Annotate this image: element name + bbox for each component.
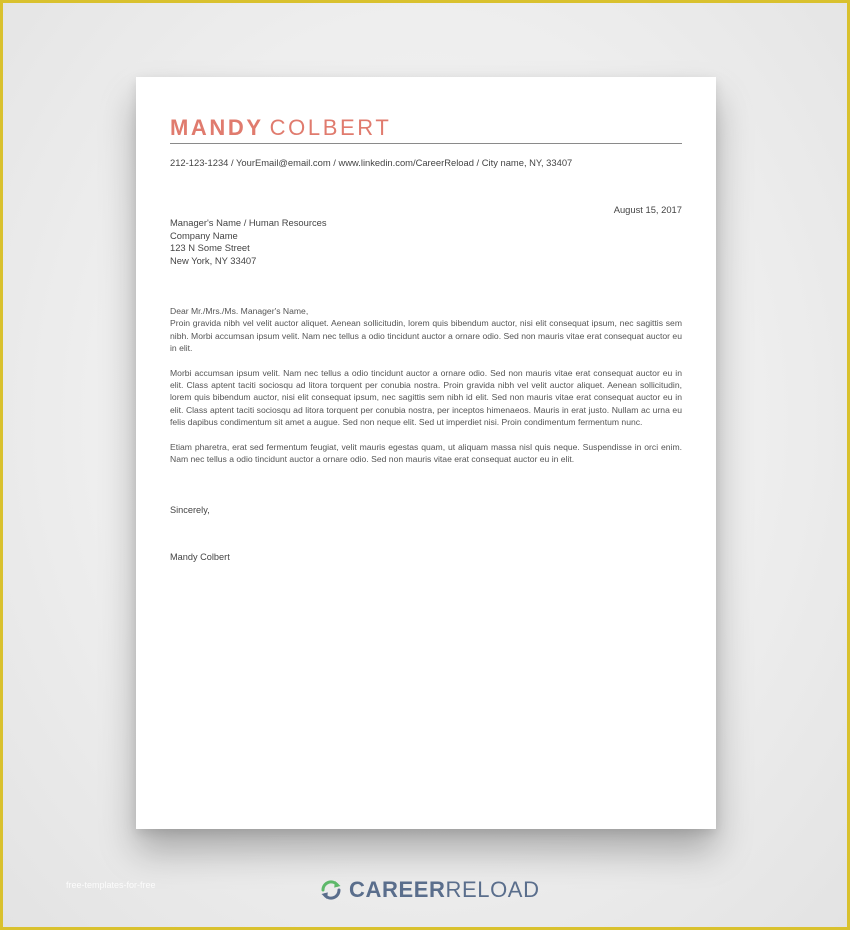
logo-reload: RELOAD bbox=[445, 877, 540, 902]
salutation: Dear Mr./Mrs./Ms. Manager's Name, bbox=[170, 306, 309, 316]
applicant-name bbox=[170, 115, 391, 141]
contact-line: 212-123-1234 / YourEmail@email.com / www.linkedin.com/CareerReload / City name, NY, 33407 bbox=[170, 157, 573, 168]
recipient-line: Company Name bbox=[170, 229, 238, 241]
logo-career: CAREER bbox=[349, 877, 446, 902]
recipient-address bbox=[170, 217, 327, 267]
header-divider bbox=[170, 143, 682, 144]
closing: Sincerely, bbox=[170, 505, 210, 515]
body-paragraph: Morbi accumsan ipsum velit. Nam nec tellus a odio tincidunt auctor a ornare odio. Sed non mauris vitae erat consequat auctor eu in elit. Class aptent taciti sociosqu ad litora torquent per conubia nostra. Proin gravida nibh vel velit auctor aliquet. Aenean sollicitudin, lorem quis bibendum auctor, nisi elit consequat ipsum, nec sagittis sem nibh id elit. Sed non mauris vitae erat consequat auctor eu in elit. Class aptent taciti sociosqu ad litora torquent per conubia nostra, per inceptos himenaeos. Mauris in erat justo. Nullam ac urna eu felis dapibus condimentum sit amet a augue. Sed non neque elit. Sed ut imperdiet nisi. Proin condimentum fermentum nunc. bbox=[170, 367, 682, 428]
recipient-line: Manager's Name / Human Resources bbox=[170, 217, 327, 228]
letter-body bbox=[170, 305, 682, 477]
page-background bbox=[3, 3, 847, 927]
body-paragraph: Etiam pharetra, erat sed fermentum feugiat, velit mauris egestas quam, ut aliquam massa nisl quis neque. Suspendisse in orci enim. Nam nec tellus a odio tincidunt auctor a ornare odio. Sed non mauris vitae erat consequat auctor eu in elit. bbox=[170, 441, 682, 465]
recipient-line: New York, NY 33407 bbox=[170, 254, 257, 266]
body-paragraph: Proin gravida nibh vel velit auctor aliquet. Aenean sollicitudin, lorem quis bibendum auctor, nisi elit consequat ipsum, nec sagittis sem nibh. Morbi accumsan ipsum velit. Nam nec tellus a odio tincidunt auctor a ornare odio. Sed non mauris vitae erat consequat auctor eu in elit. bbox=[170, 318, 682, 354]
watermark-text: free-templates-for-free bbox=[66, 880, 156, 890]
letter-date: August 15, 2017 bbox=[613, 204, 682, 215]
logo-wordmark bbox=[349, 877, 540, 903]
last-name: COLBERT bbox=[269, 115, 392, 140]
first-name: MANDY bbox=[170, 115, 264, 140]
recipient-line: 123 N Some Street bbox=[170, 242, 250, 254]
signature-name: Mandy Colbert bbox=[170, 552, 230, 562]
refresh-arrows-icon bbox=[319, 878, 343, 902]
letter-sheet bbox=[136, 77, 716, 829]
careerreload-logo bbox=[319, 876, 540, 904]
